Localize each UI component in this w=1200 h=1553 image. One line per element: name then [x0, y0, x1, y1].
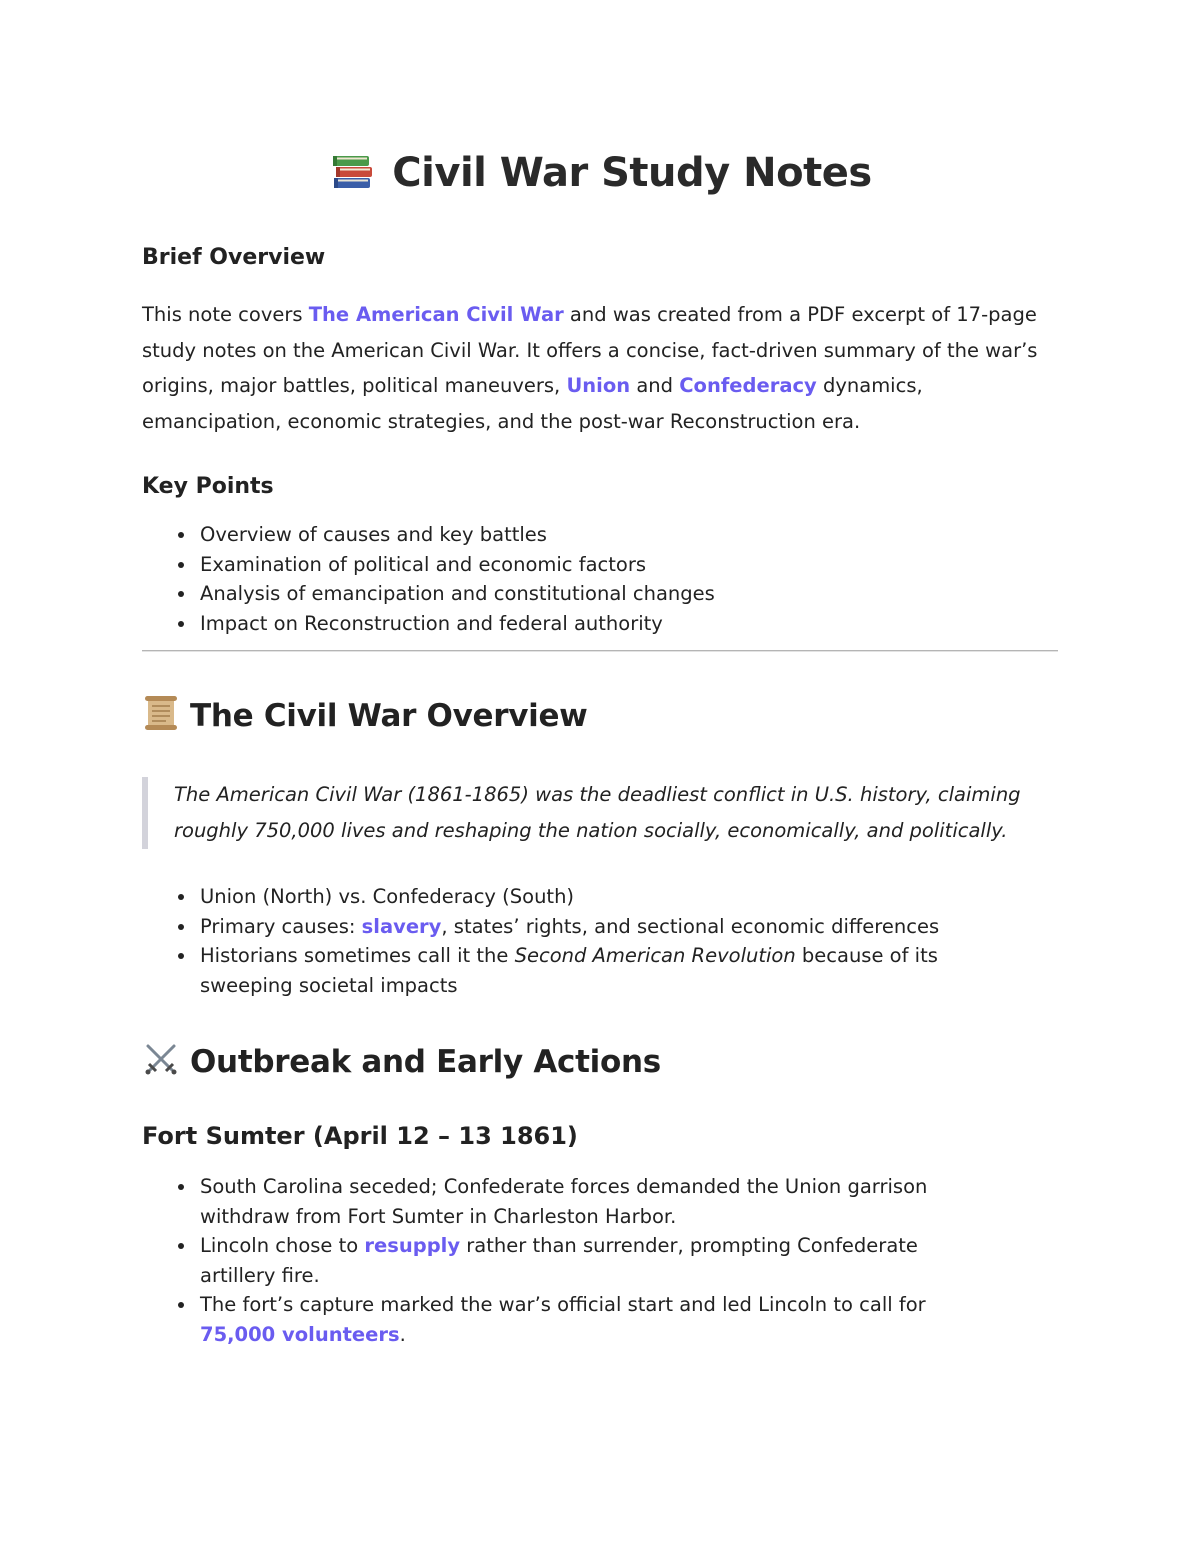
list-item: South Carolina seceded; Confederate forces demanded the Union garrison withdraw from Fort Sumter in Charleston Harbor.: [142, 1172, 982, 1231]
civil-war-overview-heading-text: The Civil War Overview: [190, 698, 588, 734]
overview-bullets: [142, 882, 1002, 1000]
outbreak-heading: [142, 1040, 661, 1080]
bullet-text: .: [399, 1322, 406, 1346]
overview-text: dynamics, emancipation, economic strategies, and the post-war Reconstruction era.: [142, 374, 923, 433]
link-confederacy[interactable]: Confederacy: [679, 374, 817, 397]
list-item: Union (North) vs. Confederacy (South): [142, 882, 1002, 912]
link-resupply[interactable]: resupply: [364, 1234, 461, 1257]
bullet-text: Historians sometimes call it the: [200, 944, 515, 967]
overview-quote: The American Civil War (1861-1865) was the deadliest conflict in U.S. history, claiming roughly 750,000 lives and reshaping the nation socially, economically, and politically.: [142, 777, 1060, 849]
fort-sumter-bullets: [142, 1172, 982, 1349]
list-item: [142, 912, 1002, 942]
link-slavery[interactable]: slavery: [361, 914, 442, 938]
link-american-civil-war[interactable]: The American Civil War: [308, 303, 564, 326]
fort-sumter-heading: Fort Sumter (April 12 – 13 1861): [142, 1122, 578, 1150]
civil-war-overview-heading: [142, 694, 588, 734]
scroll-icon: [142, 694, 180, 732]
overview-text: and: [630, 374, 680, 397]
bullet-text: Lincoln chose to: [200, 1234, 365, 1257]
outbreak-heading-text: Outbreak and Early Actions: [190, 1044, 661, 1080]
link-75000-volunteers[interactable]: 75,000 volunteers: [200, 1322, 400, 1346]
bullet-text: rather than surrender, prompting Confederate artillery fire.: [200, 1234, 918, 1287]
key-points-heading: Key Points: [142, 474, 274, 499]
list-item: Analysis of emancipation and constitutional changes: [142, 579, 1060, 609]
bullet-text: , states’ rights, and sectional economic differences: [441, 914, 940, 938]
link-union[interactable]: Union: [566, 374, 631, 397]
books-icon: [330, 148, 376, 194]
overview-paragraph: [142, 297, 1060, 439]
key-points-list: [142, 520, 1060, 638]
page-title: [142, 148, 1060, 196]
crossed-swords-icon: [142, 1040, 180, 1078]
overview-text: This note covers: [142, 303, 309, 326]
bullet-emphasis: Second American Revolution: [514, 944, 796, 967]
list-item: [142, 941, 1002, 1000]
page-title-text: Civil War Study Notes: [392, 150, 872, 196]
list-item: Impact on Reconstruction and federal authority: [142, 609, 1060, 639]
list-item: Overview of causes and key battles: [142, 520, 1060, 550]
bullet-text: because of its sweeping societal impacts: [200, 944, 938, 997]
list-item: Examination of political and economic factors: [142, 550, 1060, 580]
bullet-text: The fort’s capture marked the war’s official start and led Lincoln to call for: [200, 1293, 926, 1316]
brief-overview-heading: Brief Overview: [142, 245, 326, 270]
overview-text: and was created from a PDF excerpt of 17-page study notes on the American Civil War. It offers a concise, fact-driven summary of the war’s origins, major battles, political maneuvers,: [142, 303, 1038, 397]
list-item: [142, 1231, 982, 1290]
section-divider: [142, 650, 1058, 652]
list-item: [142, 1290, 982, 1349]
bullet-text: Primary causes:: [200, 914, 362, 938]
